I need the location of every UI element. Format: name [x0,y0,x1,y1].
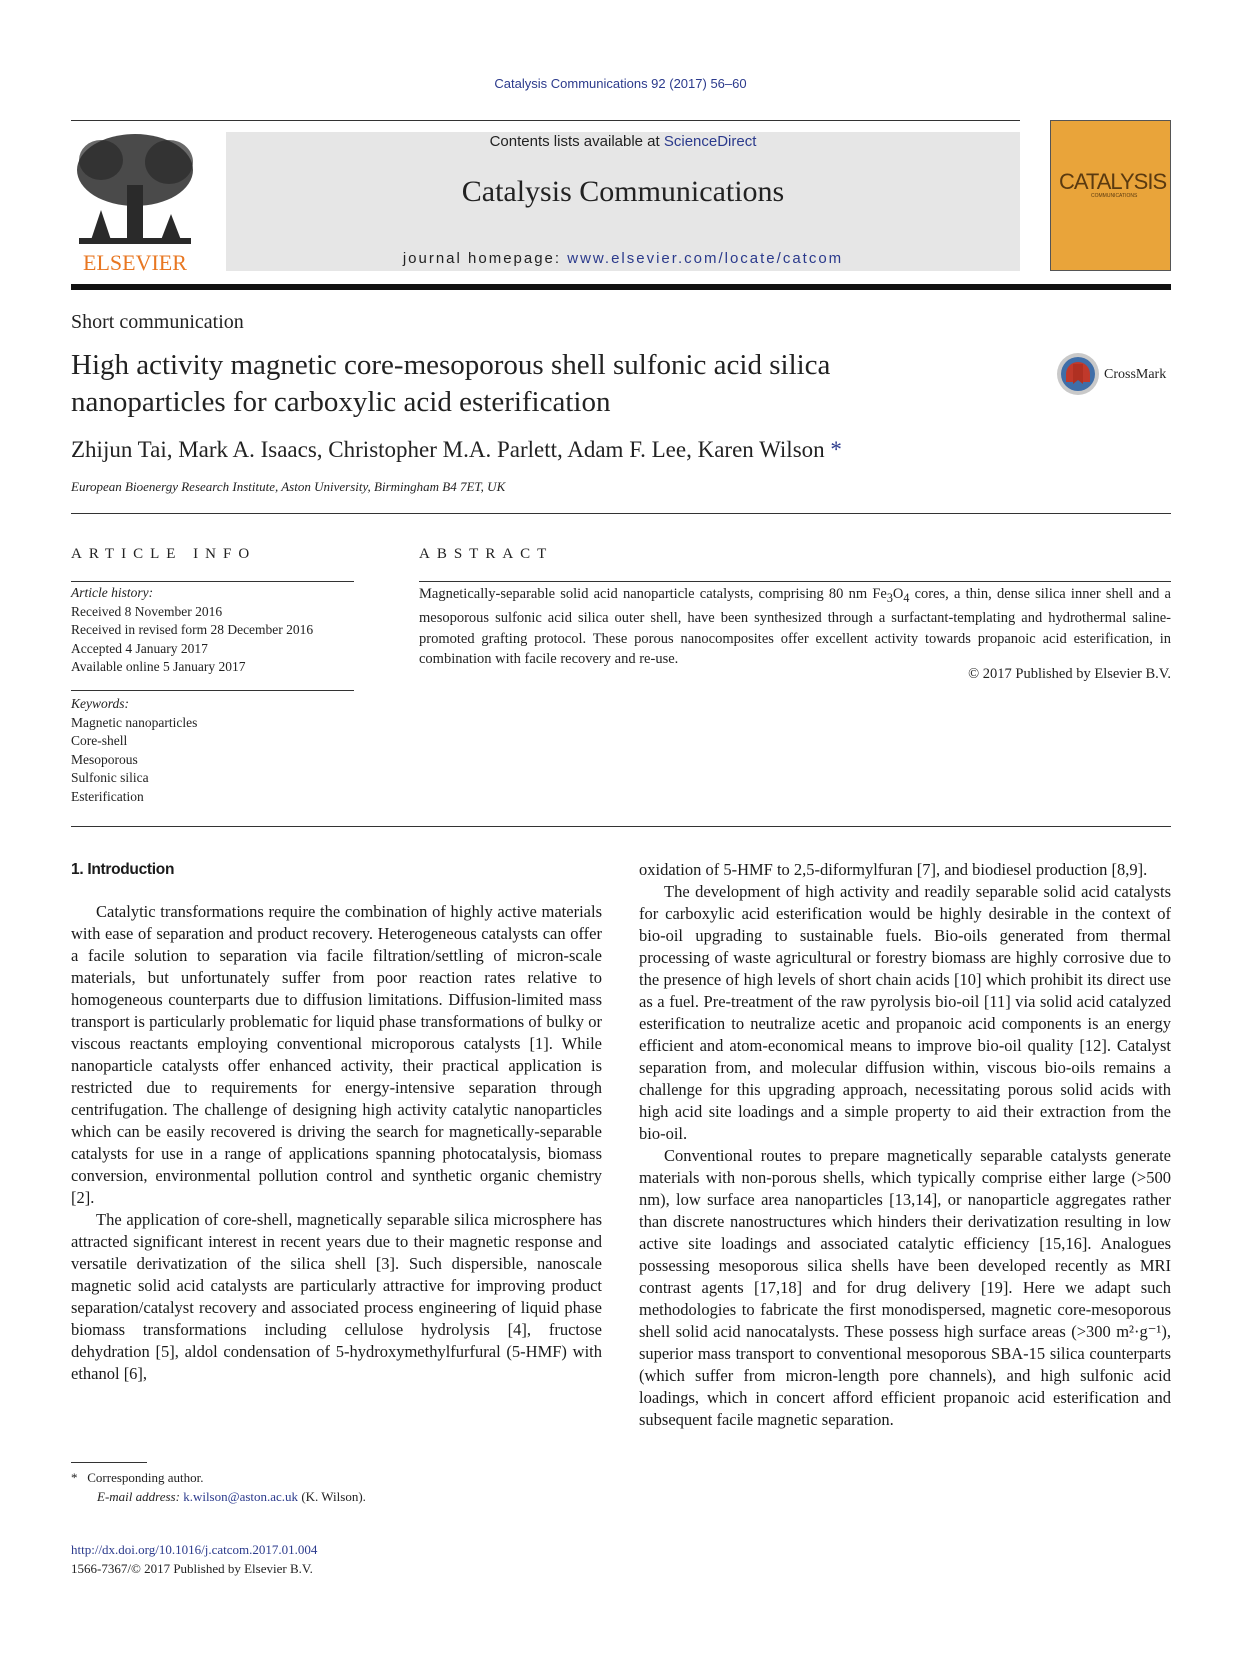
journal-cover-image[interactable] [1050,120,1171,271]
homepage-line [226,250,1020,267]
body-paragraph: oxidation of 5-HMF to 2,5-diformylfuran [7], and biodiesel production [8,9]. [639,860,1148,879]
email-label: E-mail address: [97,1489,184,1504]
corresponding-author-marker[interactable]: * [830,437,842,462]
homepage-prefix: journal homepage: [402,250,568,267]
body-right-column [639,859,1171,1431]
journal-reference-link[interactable]: Catalysis Communications 92 (2017) 56–60 [494,76,747,91]
homepage-link[interactable]: www.elsevier.com/locate/catcom [567,250,844,267]
section-heading: 1. Introduction [71,861,175,878]
contents-prefix: Contents lists available at [489,133,664,150]
abstract-heading: ABSTRACT [419,546,554,562]
keywords [71,695,197,806]
header-rule [71,120,1020,121]
article-type: Short communication [71,311,244,333]
keyword-item: Mesoporous [71,751,138,767]
keyword-item: Esterification [71,788,144,804]
author-list [71,437,842,463]
keywords-label: Keywords: [71,696,129,711]
email-suffix: (K. Wilson). [298,1489,366,1504]
footnote-marker: * [71,1470,78,1485]
keyword-item: Magnetic nanoparticles [71,714,198,730]
abstract-text: Magnetically-separable solid acid nanoparticle catalysts, comprising 80 nm $Fe_3O_4$ cores, a thin, dense silica inner shell and a mesoporous sulfonic acid silica outer shell, have been synthesized through a surfactant-templating and hydrothermal saline-promoted grafting protocol. These porous nanocomposites offer excellent activity towards propanoic acid esterification, in combination with facile recovery and re-use. [419,586,1171,668]
body-paragraph: Catalytic transformations require the combination of highly active materials with ease of separation and product recovery. Heterogeneous catalysts can offer a facile solution to separation via facile filtration/settling of micron-scale materials, but unfortunately suffer from poor reaction rates relative to homogeneous counterparts due to diffusion limitations. Diffusion-limited mass transport is particularly problematic for liquid phase transformations of bulky or viscous reactants employing conventional microporous catalysts [1]. While nanoparticle catalysts offer enhanced activity, their practical application is restricted due to requirements for energy-intensive separation through centrifugation. The challenge of designing high activity catalytic nanoparticles which can be easily recovered is driving the search for magnetically-separable catalysts for use in a range of applications spanning photocatalysis, biomass conversion, environmental pollution control and synthetic organic chemistry [2]. [71,902,602,1207]
affiliation: European Bioenergy Research Institute, Aston University, Birmingham B4 7ET, UK [71,479,506,494]
author-names: Zhijun Tai, Mark A. Isaacs, Christopher M.A. Parlett, Adam F. Lee, Karen Wilson [71,437,825,462]
sciencedirect-link[interactable]: ScienceDirect [663,133,757,150]
article-history [71,584,313,677]
article-info-rule [71,581,354,582]
body-paragraph: The application of core-shell, magnetically separable silica microsphere has attracted significant interest in recent years due to their magnetic response and versatile derivatization of the silica shell [3]. Such dispersible, nanoscale magnetic solid acid catalysts are particularly attractive for improving product separation/catalyst recovery and associated process engineering of liquid phase biomass transformations including cellulose hydrolysis [4], fructose dehydration [5], aldol condensation of 5-hydroxymethylfurfural (5-HMF) with ethanol [6], [71,1210,602,1383]
abstract-rule [419,581,1171,582]
keyword-item: Core-shell [71,733,128,748]
journal-name: Catalysis Communications [461,175,785,208]
abstract-copyright: © 2017 Published by Elsevier B.V. [968,666,1171,682]
elsevier-wordmark: ELSEVIER [83,250,187,275]
contents-line [226,133,1020,150]
cover-subtitle: COMMUNICATIONS [1091,193,1138,199]
author-email-link[interactable]: k.wilson@aston.ac.uk [183,1489,299,1504]
history-label: Article history: [71,585,154,600]
body-left-column [71,859,602,1385]
history-revised: Received in revised form 28 December 2016 [71,622,314,637]
crossmark-label[interactable]: CrossMark [1104,367,1167,382]
body-rule [71,826,1171,827]
cover-title: CATALYSIS [1059,169,1167,194]
doi-link[interactable]: http://dx.doi.org/10.1016/j.catcom.2017.01.004 [71,1542,318,1557]
article-info-heading: ARTICLE INFO [71,546,257,562]
body-paragraph: Conventional routes to prepare magnetically separable catalysts generate materials with non-porous shells, which typically comprise either large (>500 nm), low surface area nanoparticles [13,14], or nanoparticle aggregates rather than discrete nanostructures which hinders their derivatization resulting in low active site loadings and associated catalytic efficiency [15,16]. Analogues possessing mesoporous silica shells have been developed recently as MRI contrast agents [17,18] and for drug delivery [19]. Here we adapt such methodologies to fabricate the first monodispersed, magnetic core-mesoporous shell solid acid nanocatalysts. These possess high surface areas (>300 m²·g⁻¹), superior mass transport to conventional mesoporous SBA-15 silica counterparts (which suffer from micron-length pore channels), and high sulfonic acid loadings, which in concert afford efficient propanoic acid esterification and subsequent facile magnetic separation. [639,1146,1171,1429]
crossmark-icon[interactable] [1056,352,1100,396]
keywords-rule [71,690,354,691]
article-title: High activity magnetic core-mesoporous shell sulfonic acid silica nanoparticles for carboxylic acid esterification [71,349,831,418]
issn-line: 1566-7367/© 2017 Published by Elsevier B.V. [71,1561,313,1576]
keyword-item: Sulfonic silica [71,770,149,785]
footnote-corresponding: Corresponding author. [87,1470,204,1485]
history-accepted: Accepted 4 January 2017 [71,640,208,656]
masthead-thick-rule [71,284,1171,290]
history-online: Available online 5 January 2017 [71,659,246,674]
title-rule [71,513,1171,514]
body-paragraph: The development of high activity and readily separable solid acid catalysts for carboxylic acid esterification would be highly desirable in the context of bio-oil upgrading to sustainable fuels. Bio-oils generated from thermal processing of waste agricultural or forestry biomass are highly corrosive due to the presence of high levels of short chain acids [10] which prohibit its direct use as a fuel. Pre-treatment of the raw pyrolysis bio-oil [11] via solid acid catalyzed esterification to neutralize acetic and propanoic acid components is an energy efficient and atom-economical means to improve bio-oil quality [12]. Catalyst separation from, and molecular diffusion within, viscous bio-oils remains a challenge for this upgrading approach, necessitating porous solid acids with high acid site loadings and a simple property to aid their extraction from the bio-oil. [639,882,1171,1143]
footnote-rule [71,1462,147,1463]
history-received: Received 8 November 2016 [71,603,223,619]
footnote [71,1468,366,1506]
